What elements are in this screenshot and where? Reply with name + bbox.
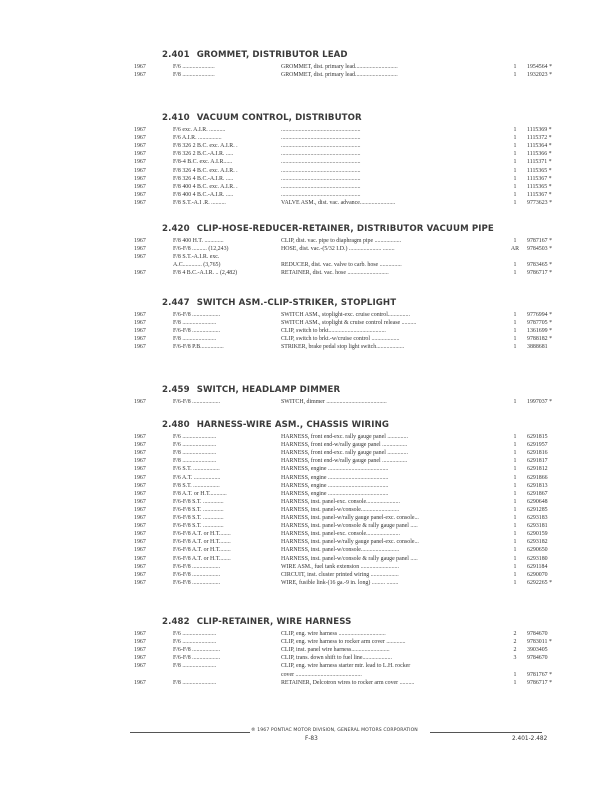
part-number-cell: 1115365 *: [527, 183, 552, 190]
model-cell: F/8 400 4 B.C. exc. A.I.R. .: [173, 183, 238, 190]
section-number: 2.420: [162, 224, 190, 234]
part-number-cell: 3888681: [527, 344, 548, 351]
quantity-cell: 1: [513, 143, 517, 150]
description-cell: SWITCH ASM., stoplight-exc. cruise control...............: [281, 312, 410, 318]
part-number-cell: 1115367 *: [527, 175, 552, 182]
table-row: [0, 398, 612, 407]
quantity-cell: 1: [513, 312, 517, 318]
year-cell: 1967: [134, 563, 146, 570]
part-number-cell: 9783465 *: [527, 262, 553, 269]
part-number-cell: 1115372 *: [527, 135, 552, 142]
year-cell: 1967: [134, 547, 146, 554]
description-cell: HARNESS, inst. panel-exc. console.......................: [281, 498, 400, 505]
part-number-cell: 9786717 *: [527, 679, 553, 686]
model-cell: A.C............. (3,765): [173, 262, 221, 269]
part-number-cell: 6291816: [527, 450, 548, 457]
footer-page-number: F-83: [305, 736, 318, 742]
footer-rule-right: [430, 732, 542, 733]
year-cell: 1967: [134, 515, 146, 521]
description-cell: GROMMET, dist. primary lead.............................: [281, 64, 398, 70]
part-number-cell: 1115364 *: [527, 143, 552, 150]
year-cell: 1967: [134, 191, 146, 198]
section-title: [162, 385, 340, 395]
year-cell: 1967: [134, 199, 146, 206]
part-number-cell: 6291813: [527, 482, 548, 489]
year-cell: 1967: [134, 127, 146, 133]
description-cell: RETAINER, Delcotron wires to rocker arm cover ..........: [281, 679, 415, 686]
quantity-cell: 1: [513, 458, 517, 465]
part-number-cell: 6291812: [527, 466, 548, 473]
year-cell: 1967: [134, 458, 146, 465]
year-cell: 1967: [134, 474, 146, 481]
model-cell: F/6-F/8 .......... (12,243): [173, 246, 229, 253]
footer-rule-left: [130, 732, 250, 733]
part-number-cell: 9787705 *: [527, 320, 553, 327]
part-number-cell: 1997037 *: [527, 399, 553, 405]
section-number: 2.480: [162, 420, 190, 430]
description-cell: HARNESS, front end-w/rally gauge panel .................: [281, 458, 408, 465]
part-number-cell: 1115367 *: [527, 191, 552, 198]
year-cell: 1967: [134, 344, 146, 351]
description-cell: HARNESS, inst. panel-exc. console.......................: [281, 531, 400, 538]
year-cell: 1967: [134, 159, 146, 166]
model-cell: F/8 326 2 B.C. exc. A.I.R. .: [173, 143, 238, 150]
description-cell: cover .............................................: [281, 671, 362, 678]
part-number-cell: 1115366 *: [527, 151, 552, 158]
description-cell: CLIP, switch to brkt.......................................: [281, 328, 386, 335]
section-heading: CLIP-HOSE-REDUCER-RETAINER, DISTRIBUTOR VACUUM PIPE: [196, 224, 494, 234]
year-cell: 1967: [134, 639, 146, 646]
model-cell: F/6 A.I.R. ................: [173, 135, 222, 142]
year-cell: 1967: [134, 531, 146, 538]
model-cell: F/8-4 B.C. exc. A.I.R......: [173, 159, 233, 166]
quantity-cell: 1: [513, 199, 517, 206]
year-cell: 1967: [134, 490, 146, 497]
model-cell: F/8 .......................: [173, 450, 217, 457]
quantity-cell: 1: [513, 262, 517, 269]
part-number-cell: 6293181: [527, 523, 548, 530]
footer-section-range: 2.401-2.482: [512, 736, 548, 742]
model-cell: F/6-F/8 A.T. or H.T........: [173, 547, 231, 554]
description-cell: REDUCER, dist. vac. valve to carb. hose ...............: [281, 262, 402, 269]
model-cell: F/6-F/8 ...................: [173, 312, 221, 318]
year-cell: 1967: [134, 434, 146, 440]
description-cell: HOSE, dist. vac.-(5/32 I.D.) ...................... ........: [281, 246, 395, 253]
quantity-cell: 2: [513, 631, 517, 637]
year-cell: 1967: [134, 571, 146, 578]
year-cell: 1967: [134, 679, 146, 686]
quantity-cell: 1: [513, 238, 517, 244]
description-cell: HARNESS, inst. panel-w/rally gauge panel-exc. console...: [281, 539, 419, 546]
quantity-cell: 1: [513, 328, 517, 335]
description-cell: STRIKER, brake pedal stop light switch...................: [281, 344, 405, 351]
year-cell: 1967: [134, 270, 146, 277]
description-cell: HARNESS, inst. panel-w/console..........................: [281, 506, 400, 513]
quantity-cell: 1: [513, 506, 517, 513]
quantity-cell: 1: [513, 127, 517, 133]
model-cell: F/8 400 4 B.C.-A.I.R. .....: [173, 191, 234, 198]
description-cell: HARNESS, front end-w/rally gauge panel .................: [281, 442, 408, 449]
year-cell: 1967: [134, 555, 146, 562]
description-cell: HARNESS, engine .........................................: [281, 482, 389, 489]
year-cell: 1967: [134, 151, 146, 158]
part-number-cell: 6291815: [527, 434, 548, 440]
model-cell: F/6-F/8 P.B................: [173, 344, 224, 351]
model-cell: F/8 400 H.T. .............: [173, 238, 224, 244]
section-heading: GROMMET, DISTRIBUTOR LEAD: [196, 50, 348, 60]
year-cell: 1967: [134, 663, 146, 670]
quantity-cell: 1: [513, 344, 517, 351]
part-number-cell: 1115365 *: [527, 167, 552, 174]
section-title: [162, 617, 351, 627]
quantity-cell: 1: [513, 531, 517, 538]
model-cell: F/8 S.T.-A.I .R. ..........: [173, 199, 226, 206]
quantity-cell: 1: [513, 434, 517, 440]
model-cell: F/6-F/8 ...................: [173, 399, 221, 405]
quantity-cell: 1: [513, 336, 517, 343]
quantity-cell: 1: [513, 515, 517, 521]
part-number-cell: 9784670: [527, 655, 548, 662]
quantity-cell: 1: [513, 474, 517, 481]
model-cell: F/6-F/8 S.T. ..............: [173, 506, 224, 513]
quantity-cell: 1: [513, 159, 517, 166]
model-cell: F/6-F/8 ...................: [173, 647, 221, 654]
description-cell: SWITCH ASM., stoplight & cruise control release ..........: [281, 320, 417, 327]
quantity-cell: 1: [513, 671, 517, 678]
year-cell: 1967: [134, 246, 146, 253]
year-cell: 1967: [134, 143, 146, 150]
quantity-cell: 3: [513, 655, 517, 662]
model-cell: F/8 326 2 B.C.-A.I.R. .....: [173, 151, 234, 158]
part-number-cell: 6290648: [527, 498, 548, 505]
part-number-cell: 1361699 *: [527, 328, 553, 335]
model-cell: F/6 S.T. ..................: [173, 466, 220, 473]
part-number-cell: 6293182: [527, 539, 548, 546]
model-cell: F/6 A.T. ..................: [173, 474, 221, 481]
section-title: [162, 420, 389, 430]
section-title: [162, 224, 494, 234]
year-cell: 1967: [134, 167, 146, 174]
part-number-cell: 6291184: [527, 563, 548, 570]
section-heading: CLIP-RETAINER, WIRE HARNESS: [196, 617, 352, 627]
quantity-cell: 1: [513, 466, 517, 473]
description-cell: HARNESS, inst. panel-w/console & rally gauge panel .....: [281, 523, 418, 530]
part-number-cell: 9787167 *: [527, 238, 553, 244]
section-title: [162, 113, 362, 123]
part-number-cell: 6291285: [527, 506, 548, 513]
model-cell: F/8 .......................: [173, 336, 217, 343]
part-number-cell: 6290650: [527, 547, 548, 554]
year-cell: 1967: [134, 64, 146, 70]
description-cell: HARNESS, inst. panel-w/console..........................: [281, 547, 400, 554]
description-cell: ......................................................: [281, 175, 361, 182]
part-number-cell: 1115369 *: [527, 127, 552, 133]
description-cell: CLIP, trans. down shift to fuel line....................: [281, 655, 392, 662]
year-cell: 1967: [134, 482, 146, 489]
description-cell: WIRE, fusible link-(16 ga.-9 in. long) ......... ........: [281, 579, 399, 586]
description-cell: HARNESS, front end-exc. rally gauge panel ..............: [281, 434, 408, 440]
year-cell: 1967: [134, 399, 146, 405]
description-cell: HARNESS, inst. panel-w/rally gauge panel-exc. console...: [281, 515, 419, 521]
part-number-cell: 9788182 *: [527, 336, 553, 343]
model-cell: F/6-F/8 S.T. ..............: [173, 515, 224, 521]
part-number-cell: 9784503 *: [527, 246, 553, 253]
part-number-cell: 1954564 *: [527, 64, 553, 70]
quantity-cell: 1: [513, 72, 517, 79]
quantity-cell: 1: [513, 64, 517, 70]
model-cell: F/6 .......................: [173, 434, 217, 440]
part-number-cell: 6291817: [527, 458, 548, 465]
year-cell: 1967: [134, 647, 146, 654]
description-cell: HARNESS, inst. panel-w/console & rally gauge panel .....: [281, 555, 418, 562]
model-cell: F/6-F/8 ...................: [173, 328, 221, 335]
part-number-cell: 9781767 *: [527, 671, 553, 678]
part-number-cell: 6293183: [527, 515, 548, 521]
year-cell: 1967: [134, 175, 146, 182]
year-cell: 1967: [134, 498, 146, 505]
description-cell: CLIP, switch to brkt.-w/cruise control ...................: [281, 336, 400, 343]
part-number-cell: 9776994 *: [527, 312, 553, 318]
description-cell: CLIP, eng. wire harness starter mtr. lead to L.H. rocker: [281, 663, 411, 670]
table-row: [0, 71, 612, 80]
quantity-cell: 1: [513, 679, 517, 686]
quantity-cell: 1: [513, 539, 517, 546]
model-cell: F/8 .......................: [173, 663, 217, 670]
description-cell: ......................................................: [281, 159, 361, 166]
description-cell: ......................................................: [281, 143, 361, 150]
quantity-cell: 1: [513, 555, 517, 562]
section-number: 2.459: [162, 385, 190, 395]
section-heading: HARNESS-WIRE ASM., CHASSIS WIRING: [196, 420, 390, 430]
quantity-cell: 1: [513, 547, 517, 554]
model-cell: F/6-F/8 A.T. or H.T........: [173, 555, 231, 562]
description-cell: WIRE ASM., fuel tank extension ..........................: [281, 563, 399, 570]
section-title: [162, 50, 348, 60]
model-cell: F/6 .......................: [173, 639, 217, 646]
part-number-cell: 6292265 *: [527, 579, 553, 586]
quantity-cell: 2: [513, 639, 517, 646]
model-cell: F/8 326 4 B.C. exc. A.I.R. .: [173, 167, 238, 174]
model-cell: F/8 S.T.-A.I.R. exc.: [173, 254, 220, 261]
description-cell: GROMMET, dist. primary lead.............................: [281, 72, 398, 79]
model-cell: F/8 .......................: [173, 679, 217, 686]
model-cell: F/8 326 4 B.C.-A.I.R. .....: [173, 175, 234, 182]
year-cell: 1967: [134, 72, 146, 79]
quantity-cell: 2: [513, 647, 517, 654]
description-cell: ......................................................: [281, 135, 361, 142]
model-cell: F/6 ......................: [173, 64, 215, 70]
description-cell: HARNESS, front end-exc. rally gauge panel ..............: [281, 450, 408, 457]
footer-copyright: ® 1967 PONTIAC MOTOR DIVISION, GENERAL MOTORS CORPORATION: [251, 728, 418, 733]
description-cell: ......................................................: [281, 183, 361, 190]
part-number-cell: 6291957: [527, 442, 548, 449]
year-cell: 1967: [134, 320, 146, 327]
part-number-cell: 9773623 *: [527, 199, 553, 206]
quantity-cell: 1: [513, 151, 517, 158]
year-cell: 1967: [134, 579, 146, 586]
year-cell: 1967: [134, 442, 146, 449]
model-cell: F/6-F/8 ...................: [173, 563, 221, 570]
year-cell: 1967: [134, 523, 146, 530]
model-cell: F/8 .......................: [173, 458, 217, 465]
model-cell: F/6 .......................: [173, 442, 217, 449]
year-cell: 1967: [134, 655, 146, 662]
description-cell: CLIP, inst. panel wire harness..........................: [281, 647, 390, 654]
quantity-cell: 1: [513, 571, 517, 578]
year-cell: 1967: [134, 450, 146, 457]
quantity-cell: 1: [513, 399, 517, 405]
table-row: [0, 579, 612, 588]
part-number-cell: 9784670: [527, 631, 548, 637]
description-cell: RETAINER, dist. vac. hose ............................: [281, 270, 389, 277]
model-cell: F/6 exc. A.I.R. ...........: [173, 127, 226, 133]
quantity-cell: 1: [513, 490, 517, 497]
model-cell: F/6-F/8 A.T. or H.T........: [173, 539, 231, 546]
part-number-cell: 9783011 *: [527, 639, 552, 646]
part-number-cell: 6293180: [527, 555, 548, 562]
description-cell: ......................................................: [281, 151, 361, 158]
description-cell: HARNESS, engine .........................................: [281, 490, 389, 497]
section-number: 2.401: [162, 50, 190, 60]
part-number-cell: 1932023 *: [527, 72, 553, 79]
model-cell: F/8 S.T. ..................: [173, 482, 220, 489]
section-heading: VACUUM CONTROL, DISTRIBUTOR: [196, 113, 362, 123]
quantity-cell: 1: [513, 498, 517, 505]
section-heading: SWITCH ASM.-CLIP-STRIKER, STOPLIGHT: [196, 298, 397, 308]
model-cell: F/6-F/8 S.T. ..............: [173, 523, 224, 530]
description-cell: CLIP, eng. wire harness to rocker arm cover .............: [281, 639, 406, 646]
model-cell: F/8 ......................: [173, 72, 215, 79]
section-title: [162, 298, 396, 308]
quantity-cell: 1: [513, 183, 517, 190]
table-row: [0, 679, 612, 688]
description-cell: HARNESS, engine .........................................: [281, 474, 389, 481]
quantity-cell: 1: [513, 579, 517, 586]
table-row: [0, 269, 612, 278]
year-cell: 1967: [134, 312, 146, 318]
year-cell: 1967: [134, 238, 146, 244]
year-cell: 1967: [134, 539, 146, 546]
description-cell: CIRCUIT, inst. cluster printed wiring ...................: [281, 571, 399, 578]
description-cell: CLIP, dist. vac. pipe to diaphragm pipe ..................: [281, 238, 402, 244]
year-cell: 1967: [134, 328, 146, 335]
year-cell: 1967: [134, 631, 146, 637]
section-number: 2.447: [162, 298, 190, 308]
description-cell: ......................................................: [281, 167, 361, 174]
quantity-cell: 1: [513, 167, 517, 174]
year-cell: 1967: [134, 336, 146, 343]
description-cell: HARNESS, engine .........................................: [281, 466, 389, 473]
quantity-cell: 1: [513, 523, 517, 530]
model-cell: F/6-F/8 ...................: [173, 571, 221, 578]
model-cell: F/8 A.T. or H.T............: [173, 490, 227, 497]
quantity-cell: 1: [513, 442, 517, 449]
quantity-cell: 1: [513, 191, 517, 198]
model-cell: F/8 .......................: [173, 320, 217, 327]
quantity-cell: 1: [513, 482, 517, 489]
quantity-cell: 1: [513, 320, 517, 327]
year-cell: 1967: [134, 466, 146, 473]
quantity-cell: 1: [513, 135, 517, 142]
part-number-cell: 3903405: [527, 647, 548, 654]
part-number-cell: 6290159: [527, 531, 548, 538]
model-cell: F/6-F/8 ...................: [173, 579, 221, 586]
part-number-cell: 6291867: [527, 490, 548, 497]
quantity-cell: 1: [513, 175, 517, 182]
part-number-cell: 6290070: [527, 571, 548, 578]
section-number: 2.482: [162, 617, 190, 627]
part-number-cell: 6291866: [527, 474, 548, 481]
description-cell: ......................................................: [281, 191, 361, 198]
model-cell: F/6-F/8 S.T. ..............: [173, 498, 224, 505]
table-row: [0, 199, 612, 208]
quantity-cell: 1: [513, 563, 517, 570]
model-cell: F/8 4 B.C.-A.I.R. .. (2,482): [173, 270, 238, 277]
section-number: 2.410: [162, 113, 190, 123]
description-cell: VALVE ASM., dist. vac. advance........................: [281, 199, 396, 206]
quantity-cell: 1: [513, 450, 517, 457]
part-number-cell: 9786717 *: [527, 270, 553, 277]
model-cell: F/6 .......................: [173, 631, 217, 637]
year-cell: 1967: [134, 254, 146, 261]
quantity-cell: AR: [510, 246, 520, 253]
description-cell: ......................................................: [281, 127, 361, 133]
year-cell: 1967: [134, 183, 146, 190]
part-number-cell: 1115371 *: [527, 159, 552, 166]
description-cell: CLIP, eng. wire harness ................................: [281, 631, 386, 637]
model-cell: F/6-F/8 ...................: [173, 655, 221, 662]
year-cell: 1967: [134, 506, 146, 513]
quantity-cell: 1: [513, 270, 517, 277]
section-heading: SWITCH, HEADLAMP DIMMER: [196, 385, 341, 395]
year-cell: 1967: [134, 135, 146, 142]
model-cell: F/6-F/8 A.T. or H.T........: [173, 531, 231, 538]
table-row: [0, 343, 612, 352]
description-cell: SWITCH, dimmer .........................................: [281, 399, 387, 405]
